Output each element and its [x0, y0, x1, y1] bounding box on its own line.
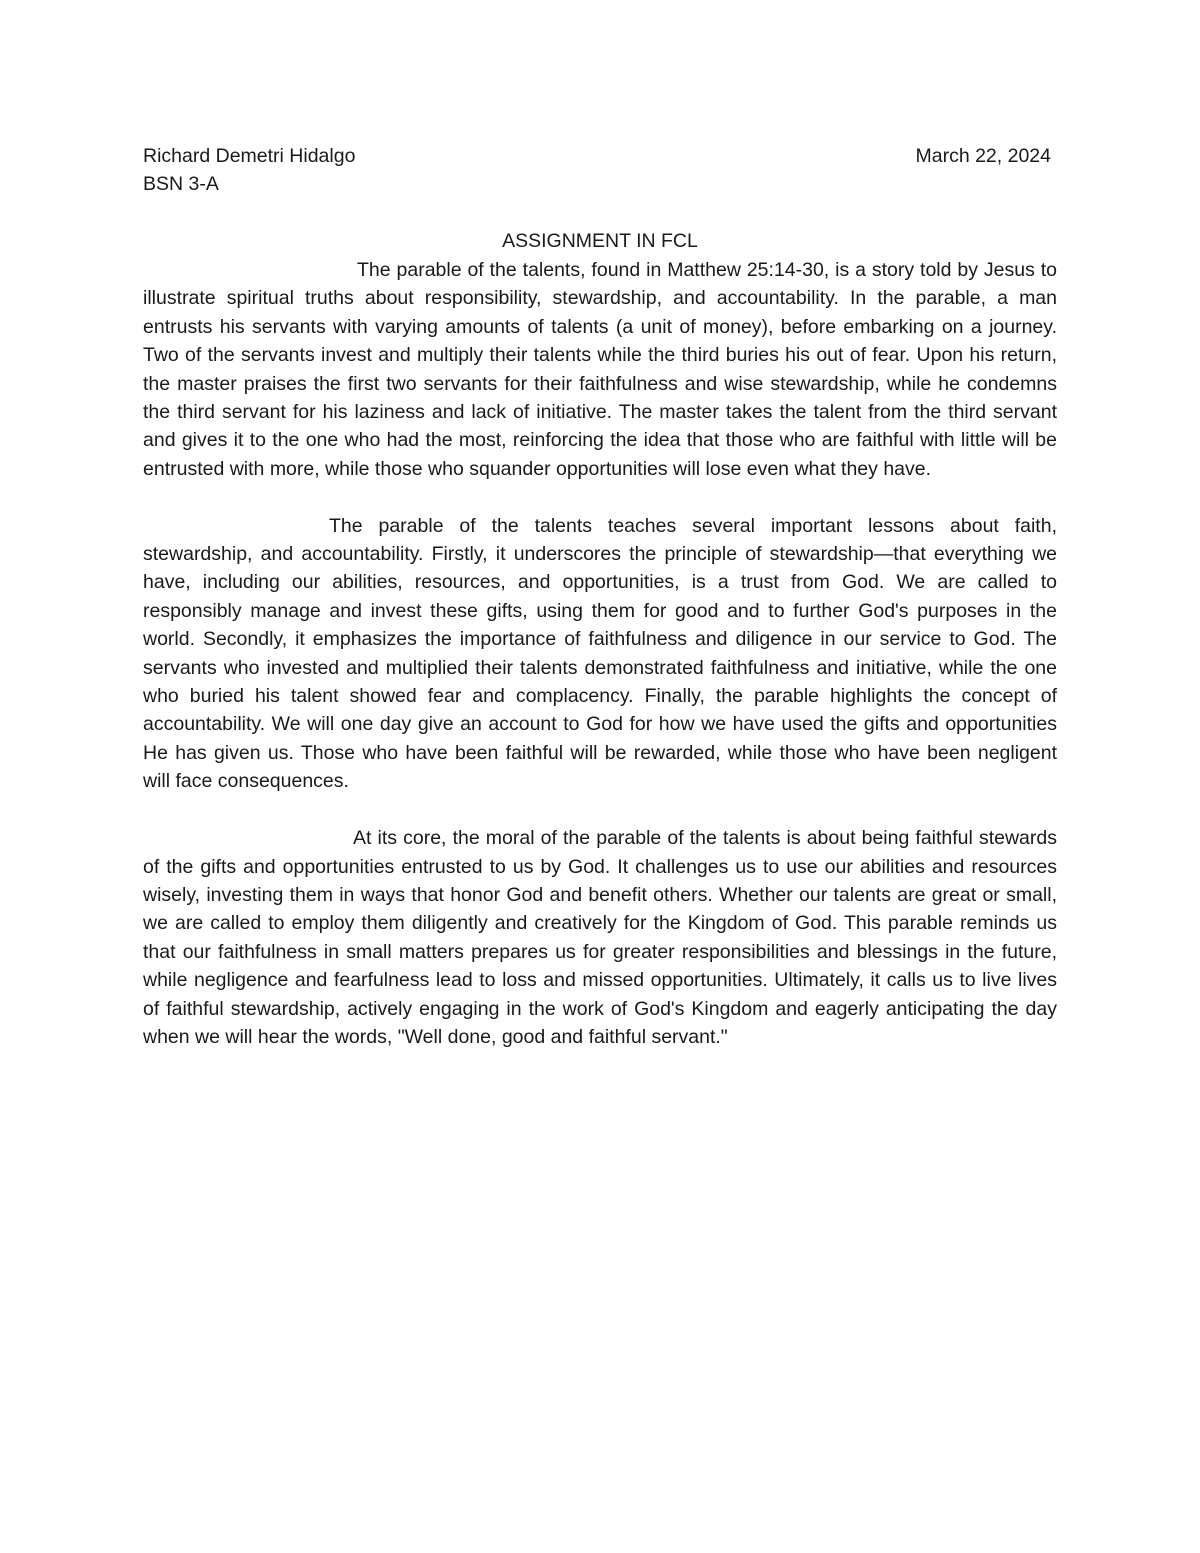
document-title: ASSIGNMENT IN FCL	[502, 230, 698, 252]
paragraph: The parable of the talents, found in Matthew 25:14-30, is a story told by Jesus to illustrate spiritual truths about responsibility, stewardship, and accountability. In the parable, a man entrusts his servants with varying amounts of talents (a unit of money), before embarking on a journey. Two of the servants invest and multiply their talents while the third buries his out of fear. Upon his return, the master praises the first two servants for their faithfulness and wise stewardship, while he condemns the third servant for his laziness and lack of initiative. The master takes the talent from the third servant and gives it to the one who had the most, reinforcing the idea that those who are faithful with little will be entrusted with more, while those who squander opportunities will lose even what they have.	[143, 259, 1057, 480]
paragraph: The parable of the talents teaches several important lessons about faith, stewardship, and accountability. Firstly, it underscores the principle of stewardship—that everything we have, including our abilities, resources, and opportunities, is a trust from God. We are called to responsibly manage and invest these gifts, using them for good and to further God's purposes in the world. Secondly, it emphasizes the importance of faithfulness and diligence in our service to God. The servants who invested and multiplied their talents demonstrated faithfulness and initiative, while the one who buried his talent showed fear and complacency. Finally, the parable highlights the concept of accountability. We will one day give an account to God for how we have used the gifts and opportunities He has given us. Those who have been faithful will be rewarded, while those who have been negligent will face consequences.	[143, 514, 1057, 793]
author-name: Richard Demetri Hidalgo	[143, 145, 356, 167]
class-section: BSN 3-A	[143, 173, 219, 195]
paragraph: At its core, the moral of the parable of the talents is about being faithful stewards of the gifts and opportunities entrusted to us by God. It challenges us to use our abilities and resources wisely, investing them in ways that honor God and benefit others. Whether our talents are great or small, we are called to employ them diligently and creatively for the Kingdom of God. This parable reminds us that our faithfulness in small matters prepares us for greater responsibilities and blessings in the future, while negligence and fearfulness lead to loss and missed opportunities. Ultimately, it calls us to live lives of faithful stewardship, actively engaging in the work of God's Kingdom and eagerly anticipating the day when we will hear the words, "Well done, good and faithful servant."	[143, 827, 1057, 1048]
document-body	[143, 256, 1057, 1051]
document-header	[143, 143, 1057, 169]
document-date: March 22, 2024	[915, 145, 1051, 167]
